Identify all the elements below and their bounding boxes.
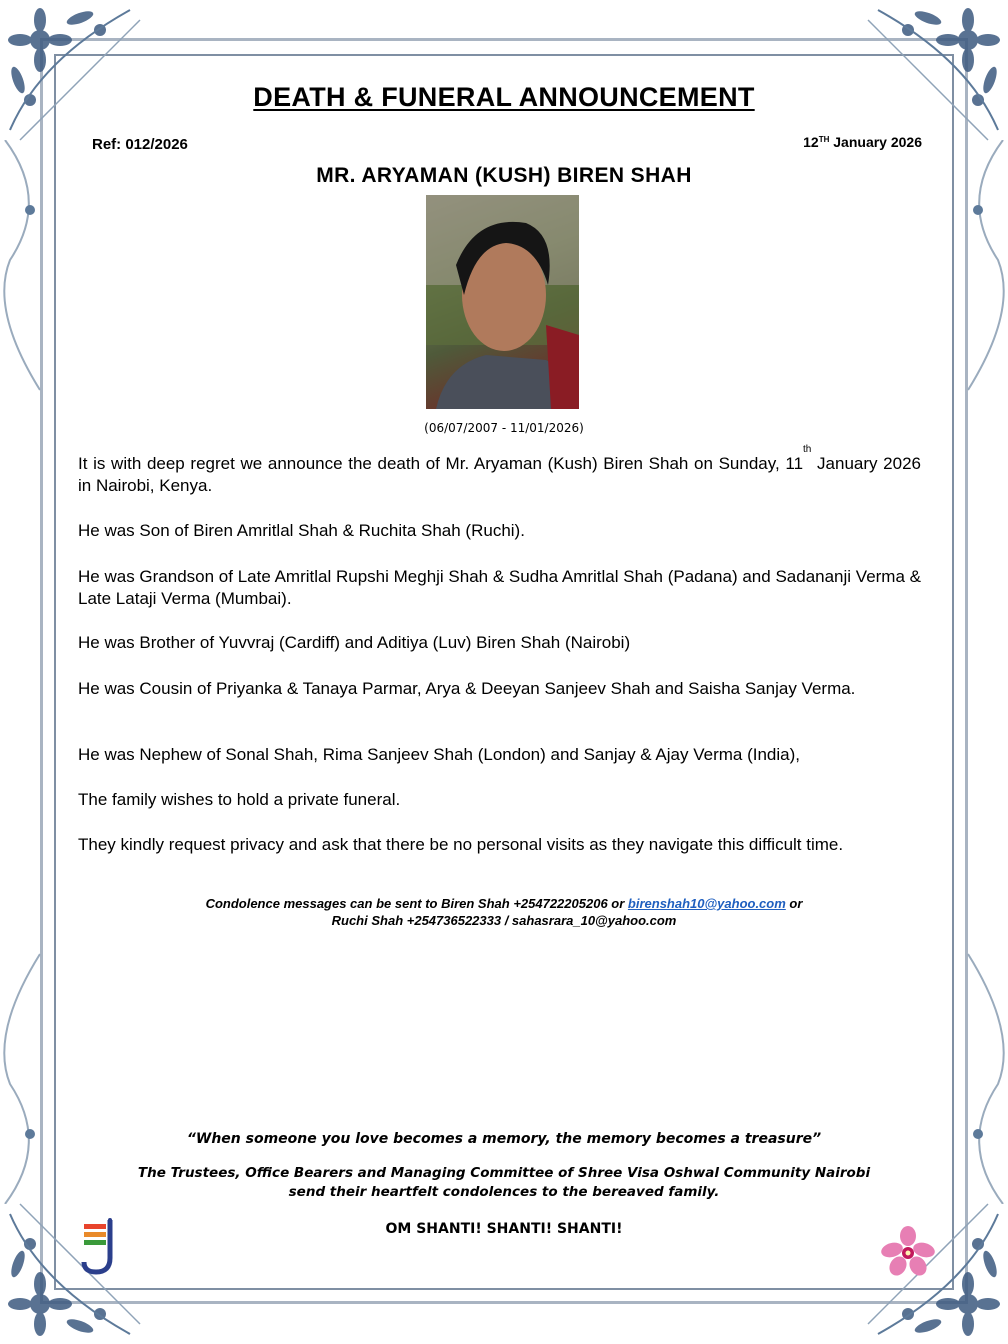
paragraph-funeral: The family wishes to hold a private funeral. xyxy=(78,790,401,809)
announcement-date: 12TH January 2026 xyxy=(803,134,922,150)
paragraph-parents: He was Son of Biren Amritlal Shah & Ruchita Shah (Ruchi). xyxy=(78,521,525,540)
reference-number: Ref: 012/2026 xyxy=(92,136,188,153)
email-link-biren[interactable]: birenshah10@yahoo.com xyxy=(627,896,786,911)
corner-ornament-top-left xyxy=(0,0,150,150)
paragraph-cousins: He was Cousin of Priyanka & Tanaya Parmar, Arya & Deeyan Sanjeev Shah and Saisha Sanjay Verma. xyxy=(78,679,856,698)
om-shanti-text: OM SHANTI! SHANTI! SHANTI! xyxy=(385,1221,623,1237)
paragraph-announcement: It is with deep regret we announce the death of Mr. Aryaman (Kush) Biren Shah on Sunday, 11th January 2026 in Nairobi, Kenya. xyxy=(78,444,921,495)
trustees-condolence: The Trustees, Office Bearers and Managing Committee of Shree Visa Oshwal Community Nairobi send their heartfelt condolences to the bereaved family. xyxy=(137,1165,871,1200)
corner-ornament-top-right xyxy=(858,0,1008,150)
deceased-name: MR. ARYAMAN (KUSH) BIREN SHAH xyxy=(316,164,692,187)
orchid-flower-icon xyxy=(880,1226,936,1278)
paragraph-grandparents: He was Grandson of Late Amritlal Rupshi Meghji Shah & Sudha Amritlal Shah (Padana) and Sadananji Verma & Late Lataji Verma (Mumbai). xyxy=(78,567,921,608)
life-dates: (06/07/2007 - 11/01/2026) xyxy=(424,421,584,435)
corner-ornament-bottom-left xyxy=(0,1194,150,1344)
paragraph-privacy: They kindly request privacy and ask that there be no personal visits as they navigate this difficult time. xyxy=(78,835,844,854)
memorial-quote: “When someone you love becomes a memory, the memory becomes a treasure” xyxy=(186,1131,822,1147)
paragraph-relatives: He was Nephew of Sonal Shah, Rima Sanjeev Shah (London) and Sanjay & Ajay Verma (India), xyxy=(78,745,800,764)
condolence-contacts: Condolence messages can be sent to Biren Shah +254722205206 or birenshah10@yahoo.com or Ruchi Shah +254736522333 / sahasrara_10@yahoo.com xyxy=(205,896,803,928)
paragraph-siblings: He was Brother of Yuvvraj (Cardiff) and Aditiya (Luv) Biren Shah (Nairobi) xyxy=(78,633,631,652)
deceased-portrait-photo xyxy=(426,195,579,409)
announcement-title: DEATH & FUNERAL ANNOUNCEMENT xyxy=(253,82,755,112)
community-logo-icon xyxy=(80,1218,120,1276)
